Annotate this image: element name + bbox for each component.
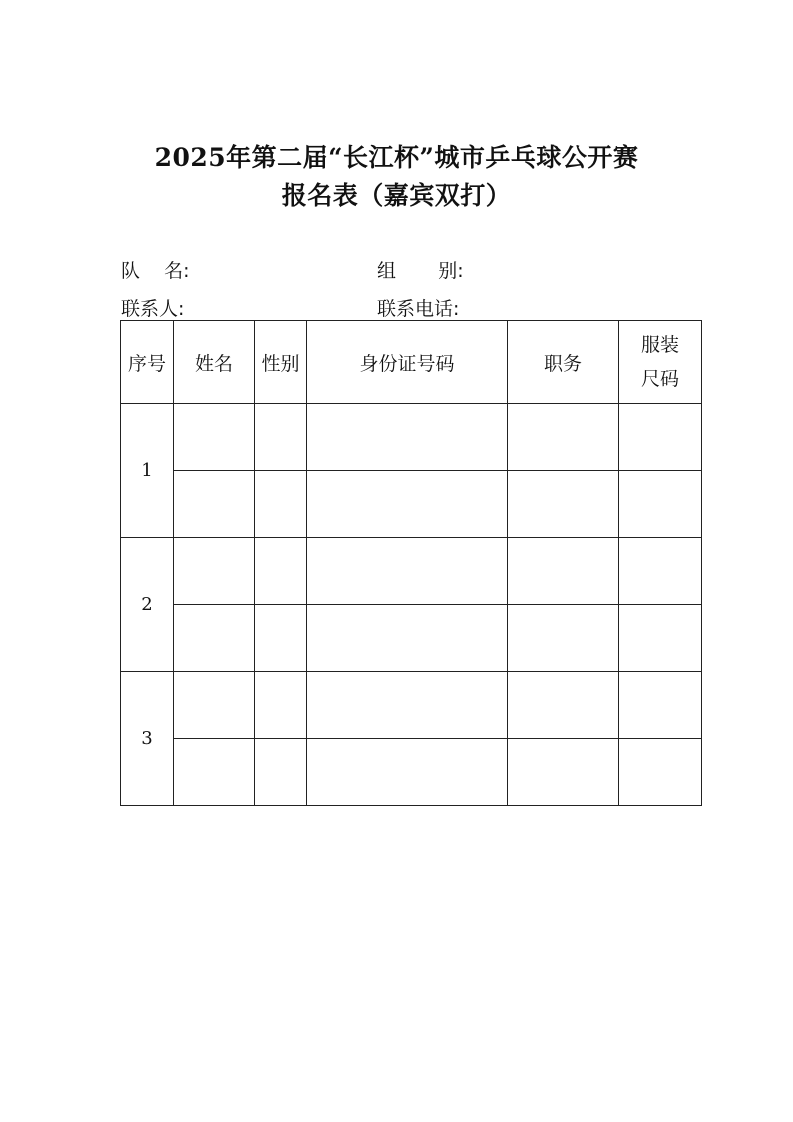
gender-cell[interactable] — [255, 404, 307, 471]
id-number-cell[interactable] — [307, 605, 508, 672]
id-number-cell[interactable] — [307, 672, 508, 739]
header-size-line1: 服装 — [640, 334, 679, 356]
header-position: 职务 — [508, 321, 619, 404]
size-cell[interactable] — [619, 471, 702, 538]
name-cell[interactable] — [174, 739, 255, 806]
position-cell[interactable] — [508, 538, 619, 605]
name-cell[interactable] — [174, 672, 255, 739]
gender-cell[interactable] — [255, 739, 307, 806]
name-cell[interactable] — [174, 538, 255, 605]
row-number: 3 — [121, 672, 174, 806]
gender-cell[interactable] — [255, 605, 307, 672]
id-number-cell[interactable] — [307, 404, 508, 471]
form-title: 2025年第二届“长江杯”城市乒乓球公开赛 — [154, 143, 639, 172]
form-subtitle: 报名表（嘉宾双打） — [281, 181, 512, 210]
table-row — [121, 739, 702, 806]
table-row — [121, 538, 702, 605]
table-row — [121, 672, 702, 739]
id-number-cell[interactable] — [307, 739, 508, 806]
team-name-label: 队 名: — [121, 260, 190, 282]
header-id-number: 身份证号码 — [307, 321, 508, 404]
gender-cell[interactable] — [255, 471, 307, 538]
name-cell[interactable] — [174, 471, 255, 538]
gender-cell[interactable] — [255, 672, 307, 739]
header-gender: 性别 — [255, 321, 307, 404]
table-row — [121, 605, 702, 672]
position-cell[interactable] — [508, 471, 619, 538]
contact-person-label: 联系人: — [121, 298, 185, 320]
group-label: 组 别: — [377, 260, 464, 282]
size-cell[interactable] — [619, 739, 702, 806]
size-cell[interactable] — [619, 404, 702, 471]
row-number: 1 — [121, 404, 174, 538]
size-cell[interactable] — [619, 538, 702, 605]
table-row — [121, 471, 702, 538]
position-cell[interactable] — [508, 404, 619, 471]
header-name: 姓名 — [174, 321, 255, 404]
position-cell[interactable] — [508, 672, 619, 739]
name-cell[interactable] — [174, 404, 255, 471]
header-size-line2: 尺码 — [640, 368, 679, 390]
id-number-cell[interactable] — [307, 538, 508, 605]
position-cell[interactable] — [508, 739, 619, 806]
position-cell[interactable] — [508, 605, 619, 672]
registration-table — [120, 320, 702, 806]
size-cell[interactable] — [619, 672, 702, 739]
gender-cell[interactable] — [255, 538, 307, 605]
header-seq: 序号 — [121, 321, 174, 404]
row-number: 2 — [121, 538, 174, 672]
table-row — [121, 404, 702, 471]
header-clothing-size — [619, 321, 702, 404]
size-cell[interactable] — [619, 605, 702, 672]
id-number-cell[interactable] — [307, 471, 508, 538]
name-cell[interactable] — [174, 605, 255, 672]
table-header-row — [121, 321, 702, 404]
contact-phone-label: 联系电话: — [377, 298, 460, 320]
